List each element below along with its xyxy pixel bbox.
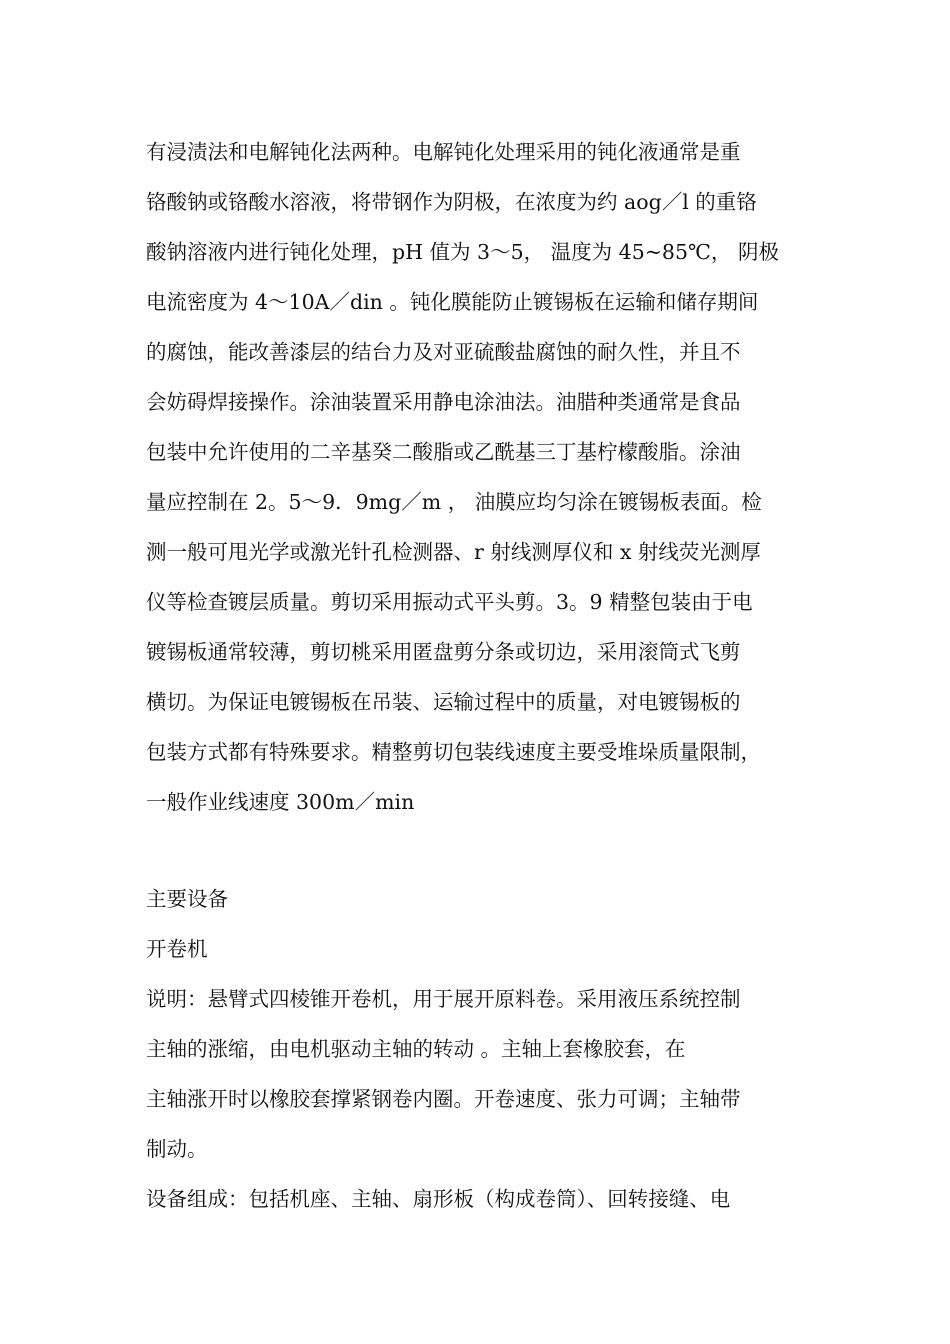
text-line: 制动。 — [146, 1137, 208, 1161]
text-line: 一般作业线速度 300m／min — [146, 790, 415, 814]
text-line: 说明：悬臂式四棱锥开卷机，用于展开原料卷。采用液压系统控制 — [146, 987, 741, 1011]
text-line: 的腐蚀，能改善漆层的结台力及对亚硫酸盐腐蚀的耐久性，并且不 — [146, 340, 741, 364]
text-line: 测一般可甩光学或激光针孔检测器、r 射线测厚仪和 x 射线荧光测厚 — [146, 540, 761, 564]
subsection-heading: 开卷机 — [146, 937, 208, 961]
text-line: 会妨碍焊接操作。涂油装置采用静电涂油法。油腊种类通常是食品 — [146, 390, 741, 414]
text-line: 主轴涨开时以橡胶套撑紧钢卷内圈。开卷速度、张力可调；主轴带 — [146, 1087, 741, 1111]
text-line: 主轴的涨缩，由电机驱动主轴的转动 。主轴上套橡胶套，在 — [146, 1037, 686, 1061]
section-heading: 主要设备 — [146, 887, 228, 911]
text-line: 仪等检查镀层质量。剪切采用振动式平头剪。3。9 精整包装由于电 — [146, 590, 753, 614]
text-line: 包装方式都有特殊要求。精整剪切包装线速度主要受堆垛质量限制， — [146, 740, 761, 764]
text-line: 设备组成：包括机座、主轴、扇形板（构成卷筒）、回转接缝、电 — [146, 1187, 731, 1211]
text-line: 横切。为保证电镀锡板在吊装、运输过程中的质量，对电镀锡板的 — [146, 690, 741, 714]
text-line: 电流密度为 4～10A／din 。钝化膜能防止镀锡板在运输和储存期间 — [146, 290, 759, 314]
text-line: 铬酸钠或铬酸水溶液，将带钢作为阴极，在浓度为约 aog／l 的重铬 — [146, 190, 757, 214]
text-line: 酸钠溶液内进行钝化处理，pH 值为 3～5， 温度为 45~85℃， 阴极 — [146, 240, 779, 264]
text-line: 包装中允许使用的二辛基癸二酸脂或乙酰基三丁基柠檬酸脂。涂油 — [146, 440, 741, 464]
text-line: 有浸渍法和电解钝化法两种。电解钝化处理采用的钝化液通常是重 — [146, 140, 741, 164]
text-line: 镀锡板通常较薄，剪切桃采用匿盘剪分条或切边，采用滚筒式飞剪 — [146, 640, 741, 664]
text-line: 量应控制在 2。5～9．9mg／m ， 油膜应均匀涂在镀锡板表面。检 — [146, 490, 762, 514]
